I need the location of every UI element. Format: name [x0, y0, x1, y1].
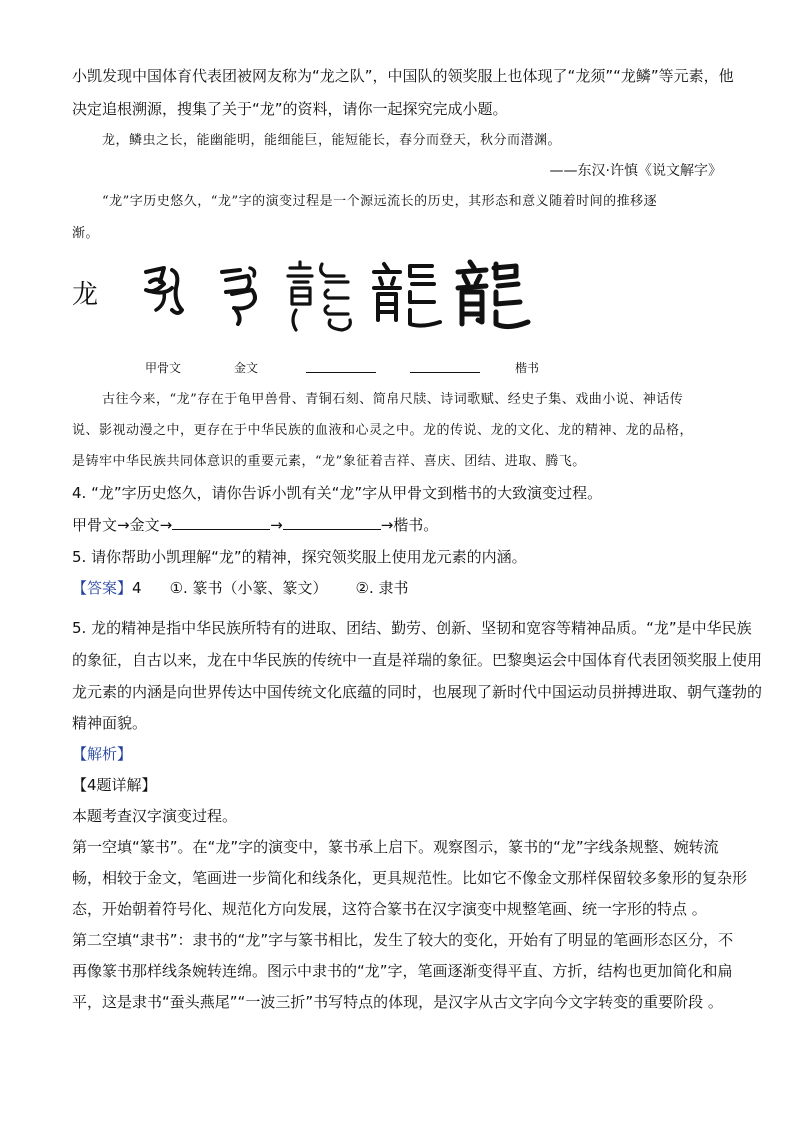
dragon-evolution-figure: [72, 258, 722, 338]
analysis-line-2: 第一空填“篆书”。在“龙”字的演变中，篆书承上启下。观察图示，篆书的“龙”字线条规整、婉转流: [72, 838, 719, 856]
fill-start-text: 甲骨文→金文→: [72, 516, 173, 534]
label-bronze: 金文: [234, 361, 259, 375]
culture-para-line-2: 说、影视动漫之中，更存在于中华民族的血液和心灵之中。龙的传说、龙的文化、龙的精神、龙的品格，: [72, 423, 694, 438]
bronze-dragon-glyph: [212, 258, 272, 328]
label-oracle: 甲骨文: [145, 361, 182, 375]
intro-line-2: 决定追根溯源，搜集了关于“龙”的资料，请你一起探究完成小题。: [72, 100, 508, 118]
answer-tag: 【答案】: [72, 579, 133, 597]
answer-item-1: ①. 篆书（小篆、篆文）: [169, 579, 328, 597]
answer-item-2: ②. 隶书: [355, 579, 409, 597]
fill-arrow: →: [270, 516, 283, 534]
analysis-line-3: 畅，相较于金文，笔画进一步简化和线条化，更具规范性。比如它不像金文那样保留较多象形的复杂形: [72, 869, 748, 887]
culture-para-line-3: 是铸牢中华民族共同体意识的重要元素，“龙”象征着吉祥、喜庆、团结、进取、腾飞。: [72, 454, 586, 469]
regular-script-dragon-glyph: [452, 258, 532, 336]
clerical-script-dragon-glyph: [368, 258, 446, 336]
analysis-tag: 【解析】: [72, 745, 133, 763]
intro-line-1: 小凯发现中国体育代表团被网友称为“龙之队”，中国队的领奖服上也体现了“龙须”“龙鳞”等元素，他: [72, 67, 734, 85]
answer-5-line-4: 精神面貌。: [72, 714, 148, 732]
fill-blank-1: [172, 515, 270, 530]
analysis-line-4: 态，开始朝着符号化、规范化方向发展，这符合篆书在汉字演变中规整笔画、统一字形的特点 。: [72, 900, 707, 918]
label-blank-seal: [306, 372, 376, 373]
seal-script-dragon-glyph: [282, 258, 360, 336]
answer-5-line-3: 龙元素的内涵是向世界传达中国传统文化底蕴的同时，也展现了新时代中国运动员拼搏进取、朝气蓬勃的: [72, 683, 763, 701]
culture-para-line-1: 古往今来，“龙”存在于龟甲兽骨、青铜石刻、简帛尺牍、诗词歌赋、经史子集、戏曲小说、神话传: [102, 392, 684, 407]
fill-blank-2: [283, 515, 381, 530]
question-5-prompt: 5. 请你帮助小凯理解“龙”的精神，探究领奖服上使用龙元素的内涵。: [72, 548, 527, 566]
analysis-line-6: 再像篆书那样线条婉转连绵。图示中隶书的“龙”字，笔画逐渐变得平直、方折，结构也更加简化和扁: [72, 962, 733, 980]
oracle-bone-dragon-glyph: [134, 258, 194, 328]
question-4-prompt: 4. “龙”字历史悠久，请你告诉小凯有关“龙”字从甲骨文到楷书的大致演变过程。: [72, 484, 603, 502]
question-4-fill-line: [72, 515, 732, 535]
quote-source: ——东汉·许慎《说文解字》: [549, 163, 722, 179]
modern-long-char: 龙: [72, 280, 99, 310]
fill-end-text: →楷书。: [380, 516, 439, 534]
answer-line: [72, 578, 732, 598]
evolution-para-line-1: “龙”字历史悠久，“龙”字的演变过程是一个源远流长的历史，其形态和意义随着时间的推移逐: [102, 194, 658, 209]
answer-5-line-1: 5. 龙的精神是指中华民族所特有的进取、团结、勤劳、创新、坚韧和宽容等精神品质。“龙”是中华民族: [72, 619, 752, 637]
analysis-subtag: 【4题详解】: [72, 776, 157, 794]
label-regular: 楷书: [515, 361, 540, 375]
analysis-line-5: 第二空填“隶书”：隶书的“龙”字与篆书相比，发生了较大的变化，开始有了明显的笔画形态区分，不: [72, 931, 734, 949]
answer-question-number: 4: [132, 579, 142, 597]
analysis-line-1: 本题考查汉字演变过程。: [72, 807, 238, 825]
answer-5-line-2: 的象征，自古以来，龙在中华民族的传统中一直是祥瑞的象征。巴黎奥运会中国体育代表团领奖服上使用: [72, 651, 763, 669]
script-label-row: [0, 360, 794, 380]
label-blank-clerical: [410, 372, 480, 373]
quote-text: 龙，鳞虫之长，能幽能明，能细能巨，能短能长，春分而登天，秋分而潜渊。: [102, 133, 562, 148]
evolution-para-line-2: 渐。: [72, 226, 100, 241]
analysis-line-7: 平，这是隶书“蚕头燕尾”“一波三折”书写特点的体现，是汉字从古文字向今文字转变的重要阶段 。: [72, 993, 723, 1011]
